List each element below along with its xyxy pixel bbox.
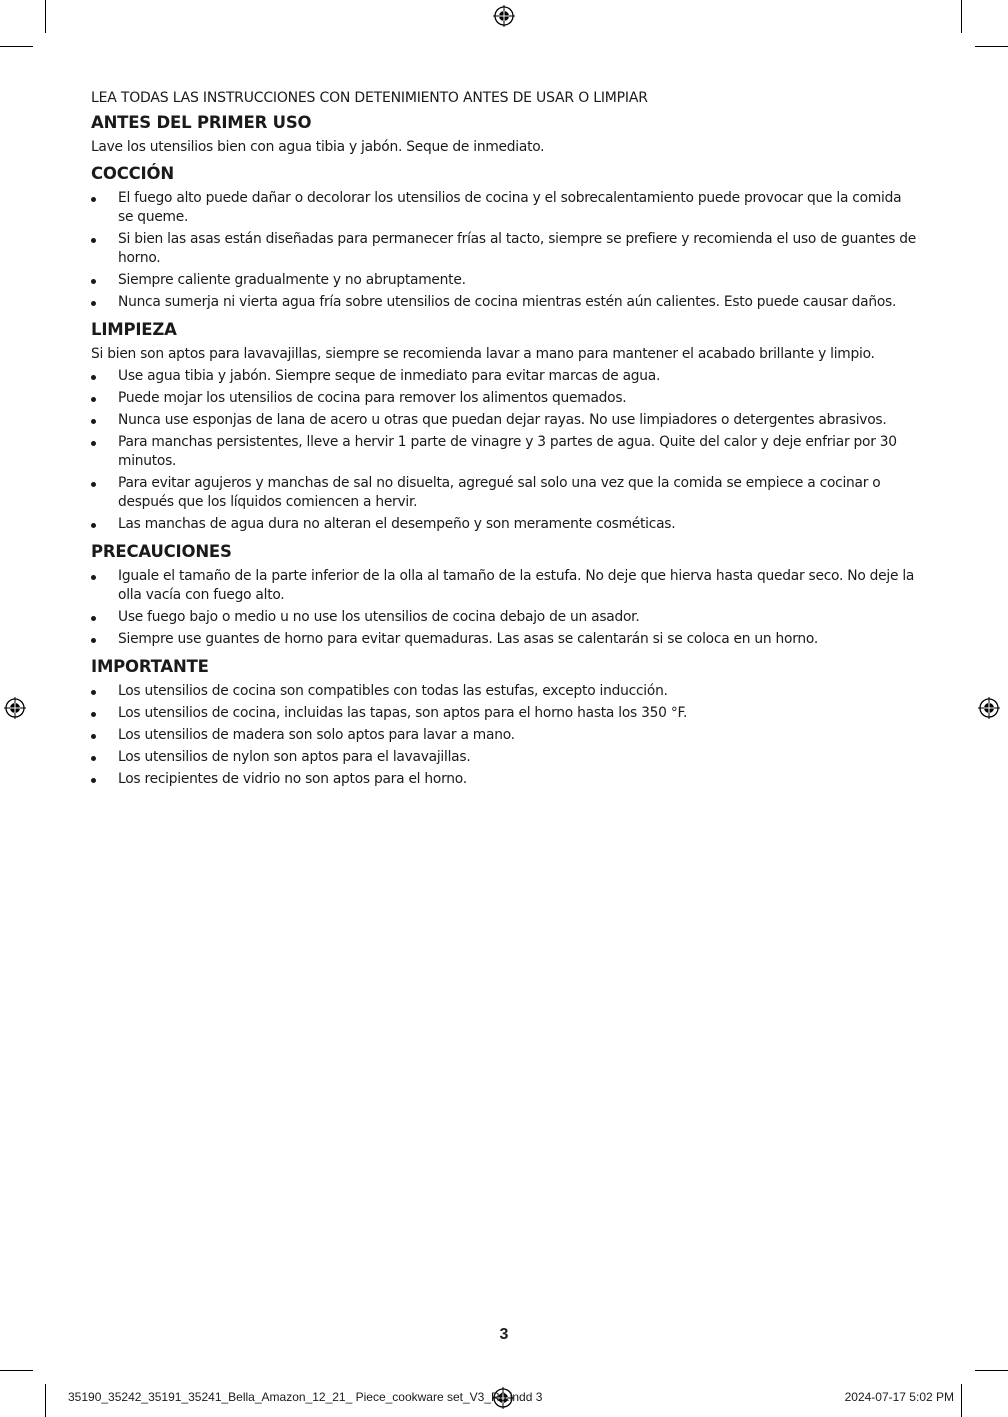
bullet-icon [91, 616, 96, 621]
section-heading: IMPORTANTE [91, 657, 209, 676]
section-importante [91, 657, 917, 789]
list-item [91, 230, 917, 268]
section-paragraph: Lave los utensilios bien con agua tibia y jabón. Seque de inmediato. [91, 139, 545, 155]
crop-mark-top-right-vertical [961, 0, 962, 33]
list-item-text: Las manchas de agua dura no alteran el desempeño y son meramente cosméticas. [118, 516, 676, 532]
list-item-text: Nunca sumerja ni vierta agua fría sobre utensilios de cocina mientras estén aún calientes. Esto puede causar daños. [118, 294, 897, 310]
list-item [91, 293, 917, 312]
list-item-text: Los recipientes de vidrio no son aptos para el horno. [118, 771, 467, 787]
list-item [91, 271, 917, 290]
bullet-icon [91, 279, 96, 284]
list-item-text: Siempre use guantes de horno para evitar quemaduras. Las asas se calentarán si se coloca en un horno. [118, 631, 818, 647]
crop-mark-top-right-horizontal [975, 46, 1008, 47]
slug-timestamp: 2024-07-17 5:02 PM [844, 1390, 954, 1404]
list-item [91, 189, 917, 227]
list-item-text: El fuego alto puede dañar o decolorar los utensilios de cocina y el sobrecalentamiento puede provocar que la comida se queme. [118, 190, 902, 225]
list-item-text: Si bien las asas están diseñadas para permanecer frías al tacto, siempre se prefiere y recomienda el uso de guantes de horno. [118, 231, 917, 266]
list-item [91, 389, 917, 408]
list-item-text: Iguale el tamaño de la parte inferior de la olla al tamaño de la estufa. No deje que hierva hasta quedar seco. No deje la olla vacía con fuego alto. [118, 568, 915, 603]
bullet-list [91, 682, 917, 789]
bullet-icon [91, 690, 96, 695]
list-item [91, 608, 917, 627]
list-item-text: Los utensilios de cocina, incluidas las tapas, son aptos para el horno hasta los 350 °F. [118, 705, 688, 721]
slug-filename: 35190_35242_35191_35241_Bella_Amazon_12_21_ Piece_cookware set_V3_R0.indd 3 [68, 1390, 543, 1404]
registration-mark-icon [978, 697, 1000, 719]
bullet-icon [91, 397, 96, 402]
list-item [91, 567, 917, 605]
bullet-list [91, 367, 917, 534]
crop-mark-top-left-horizontal [0, 46, 33, 47]
list-item [91, 748, 917, 767]
list-item-text: Use agua tibia y jabón. Siempre seque de inmediato para evitar marcas de agua. [118, 368, 661, 384]
list-item [91, 770, 917, 789]
list-item-text: Los utensilios de cocina son compatibles con todas las estufas, excepto inducción. [118, 683, 668, 699]
list-item [91, 411, 917, 430]
section-precauciones [91, 542, 917, 649]
list-item [91, 433, 917, 471]
bullet-icon [91, 301, 96, 306]
list-item-text: Los utensilios de madera son solo aptos para lavar a mano. [118, 727, 515, 743]
section-paragraph: Si bien son aptos para lavavajillas, siempre se recomienda lavar a mano para mantener el acabado brillante y limpio. [91, 346, 875, 362]
crop-mark-top-left-vertical [45, 0, 46, 33]
list-item [91, 630, 917, 649]
crop-mark-bottom-left-horizontal [0, 1370, 33, 1371]
section-heading: ANTES DEL PRIMER USO [91, 113, 312, 132]
list-item-text: Los utensilios de nylon son aptos para el lavavajillas. [118, 749, 471, 765]
instructions-content [91, 90, 917, 797]
intro-line: LEA TODAS LAS INSTRUCCIONES CON DETENIMIENTO ANTES DE USAR O LIMPIAR [91, 90, 648, 106]
crop-mark-bottom-right-horizontal [975, 1370, 1008, 1371]
list-item-text: Para manchas persistentes, lleve a hervir 1 parte de vinagre y 3 partes de agua. Quite del calor y deje enfriar por 30 minutos. [118, 434, 897, 469]
bullet-icon [91, 638, 96, 643]
crop-mark-bottom-right-vertical [961, 1384, 962, 1417]
list-item-text: Nunca use esponjas de lana de acero u otras que puedan dejar rayas. No use limpiadores o detergentes abrasivos. [118, 412, 887, 428]
registration-mark-icon [493, 5, 515, 27]
bullet-icon [91, 482, 96, 487]
list-item [91, 474, 917, 512]
bullet-icon [91, 375, 96, 380]
bullet-icon [91, 523, 96, 528]
bullet-icon [91, 756, 96, 761]
bullet-icon [91, 778, 96, 783]
bullet-list [91, 189, 917, 312]
list-item-text: Puede mojar los utensilios de cocina para remover los alimentos quemados. [118, 390, 627, 406]
bullet-icon [91, 575, 96, 580]
list-item-text: Siempre caliente gradualmente y no abruptamente. [118, 272, 466, 288]
section-limpieza [91, 320, 917, 534]
bullet-list [91, 567, 917, 649]
registration-mark-icon [4, 697, 26, 719]
list-item [91, 704, 917, 723]
section-heading: PRECAUCIONES [91, 542, 232, 561]
bullet-icon [91, 238, 96, 243]
section-heading: COCCIÓN [91, 164, 174, 183]
list-item [91, 515, 917, 534]
section-antes-del-primer-uso [91, 113, 917, 157]
list-item [91, 682, 917, 701]
crop-mark-bottom-left-vertical [45, 1384, 46, 1417]
bullet-icon [91, 734, 96, 739]
bullet-icon [91, 441, 96, 446]
section-heading: LIMPIEZA [91, 320, 177, 339]
bullet-icon [91, 712, 96, 717]
page-number: 3 [499, 1326, 509, 1343]
list-item-text: Para evitar agujeros y manchas de sal no disuelta, agregué sal solo una vez que la comida se empiece a cocinar o después que los líquidos comiencen a hervir. [118, 475, 881, 510]
list-item-text: Use fuego bajo o medio u no use los utensilios de cocina debajo de un asador. [118, 609, 640, 625]
list-item [91, 367, 917, 386]
section-coccion [91, 164, 917, 312]
list-item [91, 726, 917, 745]
bullet-icon [91, 197, 96, 202]
bullet-icon [91, 419, 96, 424]
